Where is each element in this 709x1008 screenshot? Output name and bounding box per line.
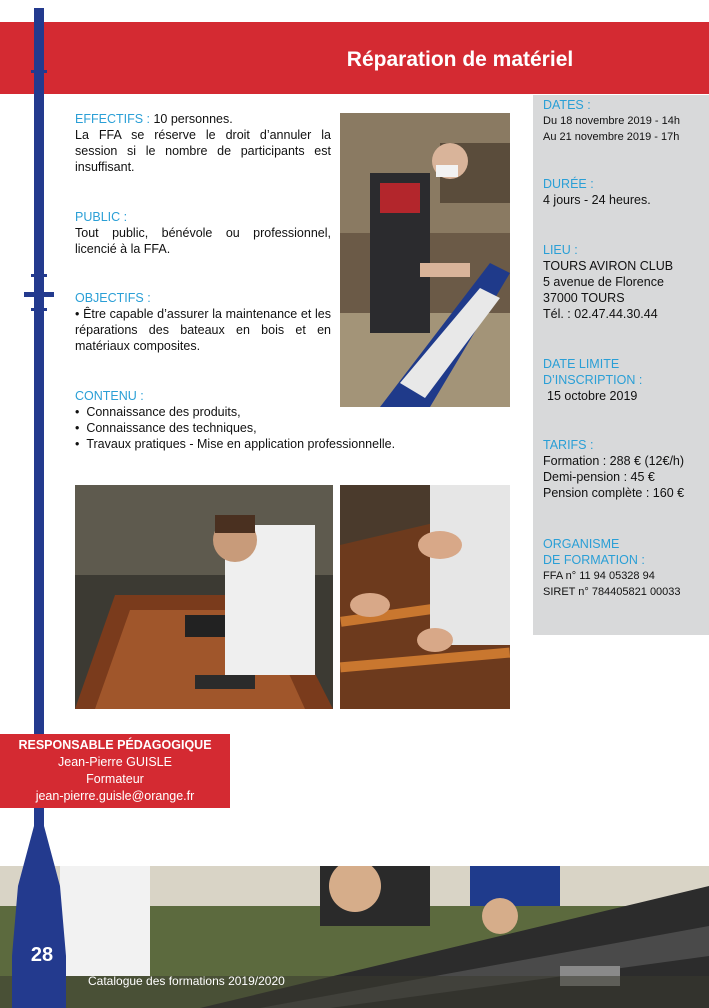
photo-hands-gluing — [340, 485, 510, 709]
objectifs-section — [75, 290, 331, 354]
date-limite-section — [543, 356, 707, 404]
tarif-line: Formation : 288 € (12€/h) — [543, 454, 685, 468]
objectifs-text-content: Être capable d’assurer la maintenance et les réparations des bateaux en bois et en matériaux composites. — [75, 307, 331, 353]
oar-shaft — [34, 8, 44, 848]
contenu-heading: CONTENU : — [75, 389, 144, 403]
oar-blade — [0, 826, 80, 1008]
lieu-line: TOURS AVIRON CLUB — [543, 259, 674, 273]
duree-value: 4 jours - 24 heures. — [543, 193, 651, 207]
duree-heading: DURÉE : — [543, 177, 594, 191]
contenu-item: • Connaissance des techniques, — [75, 421, 257, 435]
organisme-heading: ORGANISME — [543, 537, 620, 551]
public-section — [75, 209, 331, 257]
lieu-line: 37000 TOURS — [543, 291, 625, 305]
oar-ring — [31, 70, 47, 73]
responsable-box — [0, 734, 230, 808]
organisme-section — [543, 536, 707, 600]
duree-section — [543, 176, 707, 208]
page-title: Réparation de matériel — [346, 48, 574, 71]
objectifs-text: • Être capable d’assurer la maintenance et les réparations des bateaux en bois et en matériaux composites. — [75, 307, 331, 353]
tarif-line: Pension complète : 160 € — [543, 486, 685, 500]
lieu-section — [543, 242, 707, 322]
contenu-item: • Travaux pratiques - Mise en application professionnelle. — [75, 437, 396, 451]
organisme-ffa: FFA n° 11 94 05328 94 — [543, 570, 655, 582]
tarif-line: Demi-pension : 45 € — [543, 470, 655, 484]
public-text: Tout public, bénévole ou professionnel, licencié à la FFA. — [75, 226, 331, 256]
lieu-heading: LIEU : — [543, 243, 578, 257]
date-limite-heading-2: D’INSCRIPTION : — [543, 373, 643, 387]
oar-ring — [31, 308, 47, 311]
date-limite-heading: DATE LIMITE — [543, 357, 620, 371]
effectifs-heading: EFFECTIFS : — [75, 112, 150, 126]
dates-end: Au 21 novembre 2019 - 17h — [543, 131, 680, 143]
responsable-role: Formateur — [86, 772, 144, 786]
effectifs-note: La FFA se réserve le droit d’annuler la session si le nombre de participants est insuffisant. — [75, 128, 331, 174]
contenu-item: • Connaissance des produits, — [75, 405, 241, 419]
tarifs-section — [543, 437, 707, 501]
effectifs-value: 10 personnes. — [150, 112, 233, 126]
date-limite-value: 15 octobre 2019 — [547, 389, 638, 403]
objectifs-heading: OBJECTIFS : — [75, 291, 151, 305]
dates-heading: DATES : — [543, 98, 591, 112]
effectifs-section — [75, 111, 331, 175]
photo-workshop-repair — [340, 113, 510, 407]
oar-ring — [31, 274, 47, 277]
dates-section — [543, 97, 707, 145]
catalog-title: Catalogue des formations 2019/2020 — [88, 974, 285, 988]
photo-woman-repairing-boat — [75, 485, 333, 709]
responsable-email[interactable]: jean-pierre.guisle@orange.fr — [35, 789, 195, 803]
tarifs-heading: TARIFS : — [543, 438, 594, 452]
organisme-heading-2: DE FORMATION : — [543, 553, 645, 567]
page-number: 28 — [30, 944, 54, 966]
responsable-title: RESPONSABLE PÉDAGOGIQUE — [18, 738, 212, 752]
lieu-line: 5 avenue de Florence — [543, 275, 664, 289]
lieu-line: Tél. : 02.47.44.30.44 — [543, 307, 658, 321]
organisme-siret: SIRET n° 784405821 00033 — [543, 586, 681, 598]
public-heading: PUBLIC : — [75, 210, 128, 224]
dates-start: Du 18 novembre 2019 - 14h — [543, 115, 680, 127]
oar-collar — [24, 292, 54, 297]
responsable-name: Jean-Pierre GUISLE — [58, 755, 172, 769]
